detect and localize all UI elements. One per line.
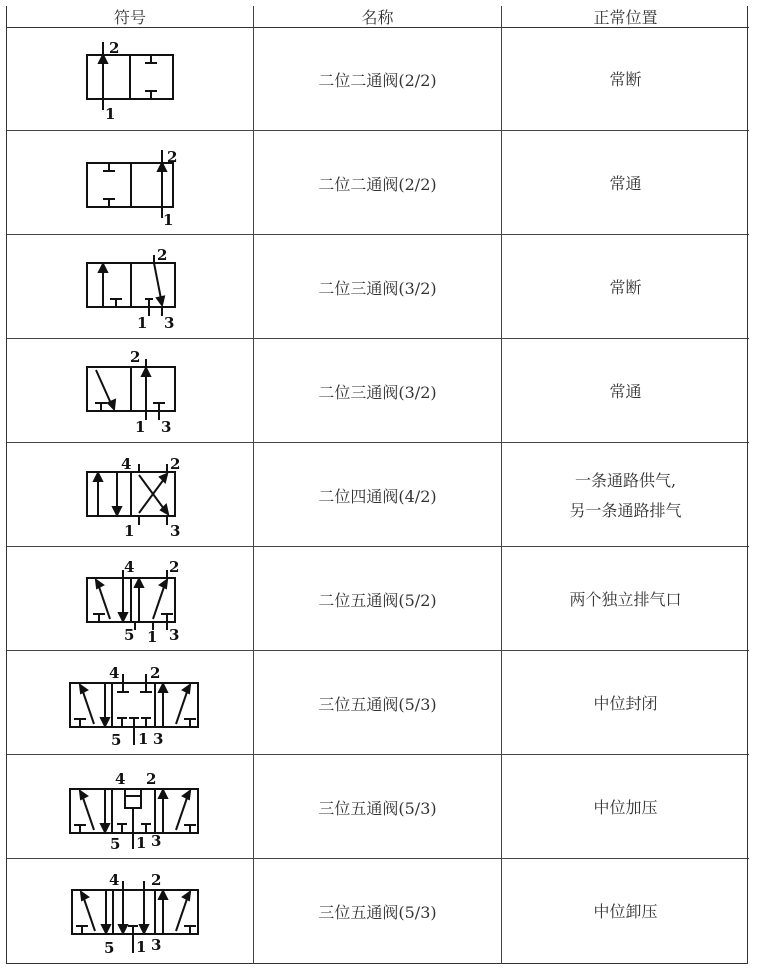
row-divider — [7, 858, 749, 859]
position-line: 常断 — [609, 69, 642, 89]
position-line: 常断 — [609, 277, 642, 297]
port-label: 1 — [137, 314, 148, 332]
port-label: 2 — [130, 348, 141, 366]
valve-symbol — [7, 28, 253, 131]
valve-symbol — [7, 132, 253, 235]
valve-5-2-symbol-icon — [7, 548, 253, 651]
valve-symbol — [7, 756, 253, 859]
normal-position — [502, 756, 749, 859]
port-label: 5 — [110, 835, 121, 853]
position-line: 常通 — [609, 173, 642, 193]
normal-position — [502, 236, 749, 339]
valve-symbol — [7, 652, 253, 755]
port-label: 4 — [115, 770, 126, 788]
row-divider — [7, 338, 749, 339]
port-label: 4 — [124, 558, 135, 576]
valve-2-2-no-symbol-icon — [7, 132, 253, 235]
valve-symbol-table — [6, 6, 748, 964]
valve-symbol — [7, 444, 253, 547]
valve-name: 二位二通阀(2/2) — [318, 175, 437, 194]
valve-name: 二位五通阀(5/2) — [318, 591, 437, 610]
valve-name: 三位五通阀(5/3) — [318, 695, 437, 714]
position-line: 常通 — [609, 381, 642, 401]
table-row — [7, 548, 749, 651]
valve-symbol — [7, 236, 253, 339]
port-label: 1 — [135, 418, 146, 436]
normal-position — [502, 444, 749, 547]
header-position: 正常位置 — [593, 7, 658, 26]
valve-symbol — [7, 340, 253, 443]
valve-name: 二位四通阀(4/2) — [318, 487, 437, 506]
position-line: 另一条通路排气 — [569, 500, 682, 520]
valve-5-3-pressure-center-symbol-icon — [7, 756, 253, 859]
normal-position — [502, 132, 749, 235]
port-label: 2 — [167, 148, 178, 166]
port-label: 4 — [109, 664, 120, 682]
header-symbol: 符号 — [113, 7, 146, 26]
valve-3-2-nc-symbol-icon — [7, 236, 253, 339]
position-line: 一条通路供气, — [574, 470, 677, 490]
port-label: 3 — [153, 730, 164, 748]
port-label: 3 — [161, 418, 172, 436]
port-label: 3 — [170, 522, 181, 540]
port-label: 3 — [169, 626, 180, 644]
row-divider — [7, 442, 749, 443]
port-label: 1 — [136, 938, 147, 956]
table-row — [7, 756, 749, 859]
normal-position — [502, 340, 749, 443]
port-label: 1 — [147, 628, 158, 646]
valve-name: 三位五通阀(5/3) — [318, 799, 437, 818]
row-divider — [7, 234, 749, 235]
header-name: 名称 — [361, 7, 394, 26]
port-label: 3 — [151, 832, 162, 850]
port-label: 2 — [169, 558, 180, 576]
valve-name: 三位五通阀(5/3) — [318, 903, 437, 922]
port-label: 2 — [170, 455, 181, 473]
table-row — [7, 860, 749, 963]
port-label: 1 — [124, 522, 135, 540]
valve-2-2-nc-symbol-icon — [7, 28, 253, 131]
port-label: 5 — [124, 626, 135, 644]
position-line: 中位加压 — [593, 797, 658, 817]
row-divider — [7, 546, 749, 547]
normal-position — [502, 860, 749, 963]
row-divider — [7, 754, 749, 755]
table-row — [7, 236, 749, 339]
valve-4-2-symbol-icon — [7, 444, 253, 547]
position-line: 中位卸压 — [593, 901, 658, 921]
port-label: 1 — [136, 834, 147, 852]
port-label: 3 — [164, 314, 175, 332]
table-row — [7, 340, 749, 443]
port-label: 2 — [146, 770, 157, 788]
table-row — [7, 28, 749, 131]
row-divider — [7, 130, 749, 131]
valve-5-3-closed-center-symbol-icon — [7, 652, 253, 755]
port-label: 1 — [105, 105, 116, 123]
row-divider — [7, 650, 749, 651]
port-label: 1 — [163, 211, 174, 229]
port-label: 2 — [109, 39, 120, 57]
port-label: 4 — [121, 455, 132, 473]
position-line: 中位封闭 — [593, 693, 658, 713]
valve-symbol — [7, 860, 253, 963]
valve-name: 二位三通阀(3/2) — [318, 279, 437, 298]
table-row — [7, 652, 749, 755]
valve-5-3-exhaust-center-symbol-icon — [7, 860, 253, 963]
port-label: 5 — [104, 939, 115, 957]
valve-name: 二位三通阀(3/2) — [318, 383, 437, 402]
valve-3-2-no-symbol-icon — [7, 340, 253, 443]
normal-position — [502, 548, 749, 651]
port-label: 4 — [109, 871, 120, 889]
table-row — [7, 132, 749, 235]
port-label: 2 — [157, 246, 168, 264]
valve-symbol — [7, 548, 253, 651]
port-label: 2 — [151, 871, 162, 889]
port-label: 5 — [111, 731, 122, 749]
table-row — [7, 444, 749, 547]
port-label: 2 — [150, 664, 161, 682]
normal-position — [502, 652, 749, 755]
position-line: 两个独立排气口 — [569, 589, 682, 609]
normal-position — [502, 28, 749, 131]
port-label: 1 — [138, 730, 149, 748]
port-label: 3 — [151, 936, 162, 954]
valve-name: 二位二通阀(2/2) — [318, 71, 437, 90]
